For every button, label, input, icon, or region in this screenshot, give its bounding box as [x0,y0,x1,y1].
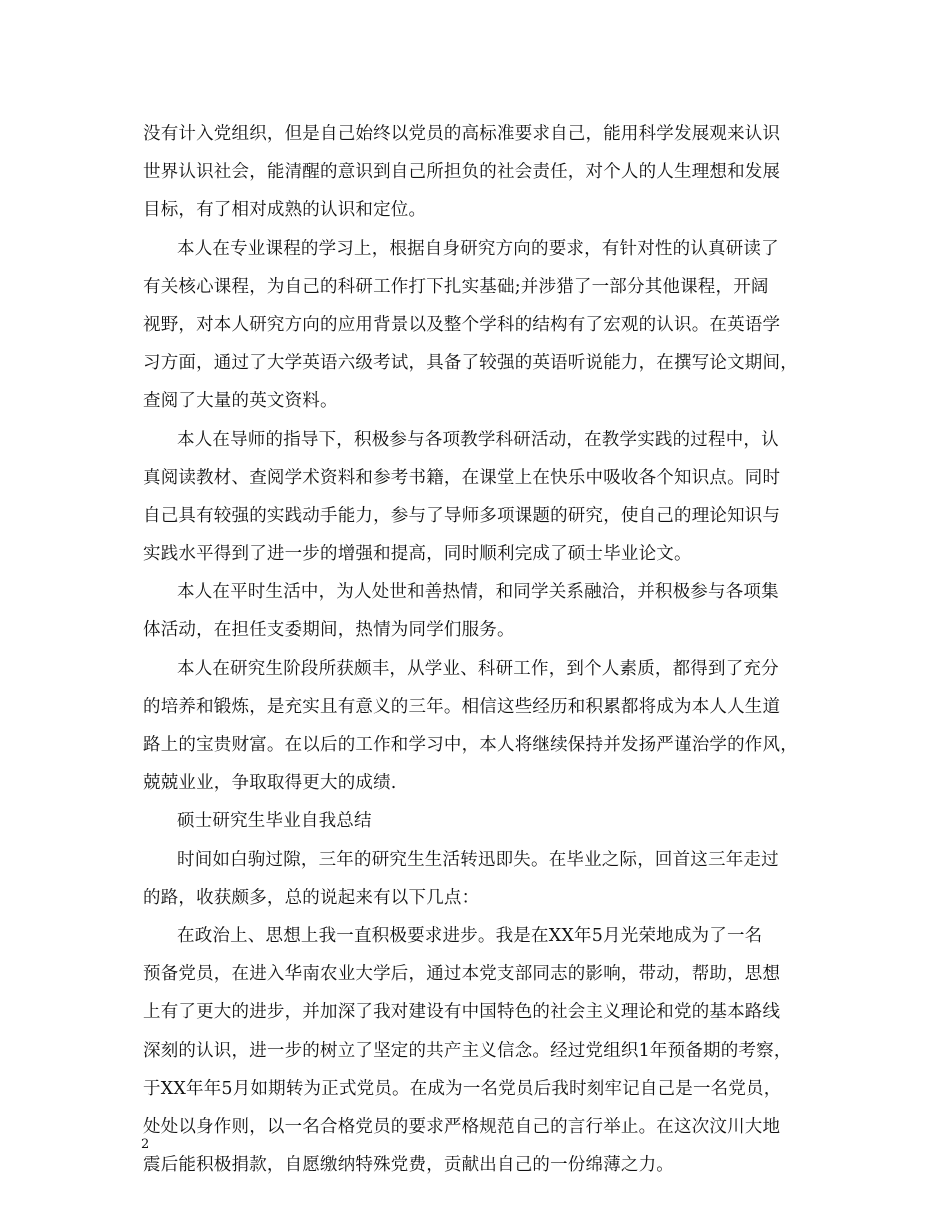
text-line: 预备党员，在进入华南农业大学后，通过本党支部同志的影响，带动，帮助，思想 [143,964,781,985]
text-line: 本人在平时生活中，为人处世和善热情，和同学关系融洽，并积极参与各项集 [177,582,779,603]
text-line: 的路，收获颇多，总的说起来有以下几点： [143,887,480,908]
text-line: 自己具有较强的实践动手能力，参与了导师多项课题的研究，使自己的理论知识与 [143,505,781,526]
text-line: 本人在专业课程的学习上，根据自身研究方向的要求，有针对性的认真研读了 [177,238,779,259]
text-line: 震后能积极捐款，自愿缴纳特殊党费，贡献出自己的一份绵薄之力。 [143,1155,674,1176]
text-line: 硕士研究生毕业自我总结 [177,811,372,832]
text-line: 本人在导师的指导下，积极参与各项教学科研活动，在教学实践的过程中，认 [177,429,779,450]
text-line: 视野，对本人研究方向的应用背景以及整个学科的结构有了宏观的认识。在英语学 [143,314,781,335]
text-line: 兢兢业业，争取取得更大的成绩. [143,773,397,794]
text-line: 处处以身作则，以一名合格党员的要求严格规范自己的言行举止。在这次汶川大地 [143,1116,781,1137]
text-line: 目标，有了相对成熟的认识和定位。 [143,200,427,221]
text-line: 没有计入党组织，但是自己始终以党员的高标准要求自己，能用科学发展观来认识 [143,124,781,144]
page-number: 2 [141,1137,150,1152]
text-line: 时间如白驹过隙，三年的研究生生活转迅即失。在毕业之际，回首这三年走过 [177,849,779,870]
text-line: 的培养和锻炼，是充实且有意义的三年。相信这些经历和积累都将成为本人人生道 [143,696,781,717]
text-line: 深刻的认识，进一步的树立了坚定的共产主义信念。经过党组织1年预备期的考察， [143,1040,792,1061]
text-line: 本人在研究生阶段所获颇丰，从学业、科研工作，到个人素质，都得到了充分 [177,658,779,679]
text-line: 真阅读教材、查阅学术资料和参考书籍，在课堂上在快乐中吸收各个知识点。同时 [143,467,781,488]
text-line: 上有了更大的进步，并加深了我对建设有中国特色的社会主义理论和党的基本路线 [143,1002,781,1023]
text-line: 习方面，通过了大学英语六级考试，具备了较强的英语听说能力，在撰写论文期间， [143,353,798,374]
text-line: 于XX年年5月如期转为正式党员。在成为一名党员后我时刻牢记自己是一名党员， [143,1078,782,1099]
text-line: 有关核心课程，为自己的科研工作打下扎实基础;并涉猎了一部分其他课程，开阔 [143,276,769,297]
text-line: 在政治上、思想上我一直积极要求进步。我是在XX年5月光荣地成为了一名 [177,925,763,946]
text-line: 路上的宝贵财富。在以后的工作和学习中，本人将继续保持并发扬严谨治学的作风， [143,735,798,755]
text-line: 实践水平得到了进一步的增强和提高，同时顺利完成了硕士毕业论文。 [143,544,692,565]
document-body [143,115,833,1184]
text-line: 体活动，在担任支委期间，热情为同学们服务。 [143,620,515,641]
text-line: 查阅了大量的英文资料。 [143,391,338,412]
text-line: 世界认识社会，能清醒的意识到自己所担负的社会责任，对个人的人生理想和发展 [143,162,781,183]
